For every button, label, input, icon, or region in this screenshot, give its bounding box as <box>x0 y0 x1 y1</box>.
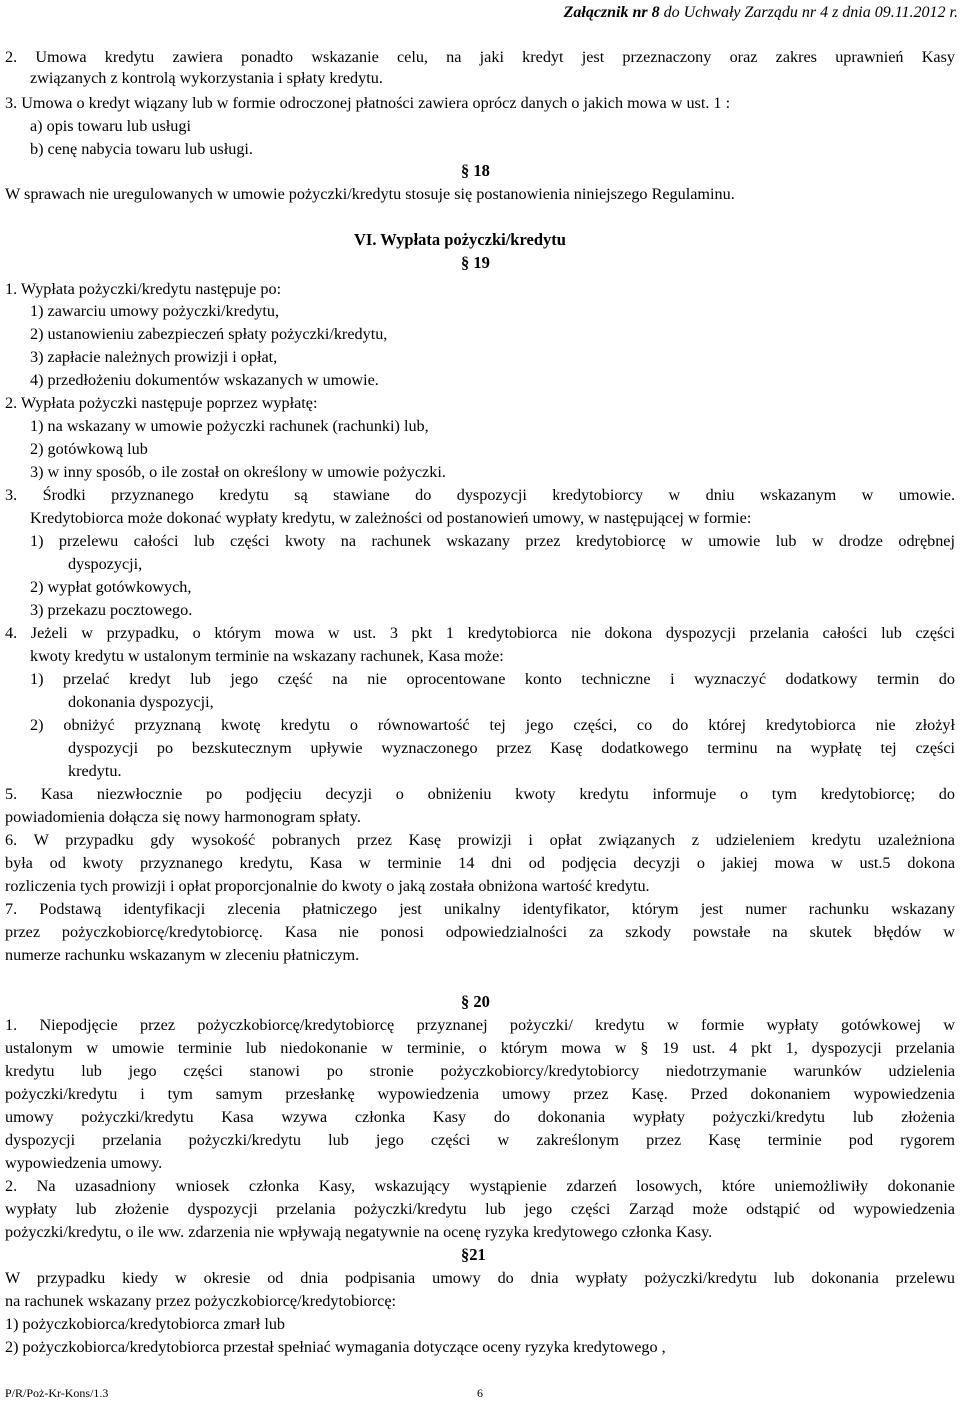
text-line: pożyczki/kredytu i tym samym przesłankę wypowiedzenia umowy przez Kasę. Przed dokonaniem wypowiedzenia <box>5 1085 955 1103</box>
text-line: powiadomienia dołącza się nowy harmonogram spłaty. <box>5 808 361 826</box>
text-line: kredytu. <box>68 762 122 780</box>
text-line: 5. Kasa niezwłocznie po podjęciu decyzji o obniżeniu kwoty kredytu informuje o tym kredytobiorcę; do <box>5 785 955 803</box>
text-line: pożyczki/kredytu, o ile ww. zdarzenia nie wpływają negatywnie na ocenę ryzyka kredytowego członka Kasy. <box>5 1223 713 1241</box>
text-line: 2) obniżyć przyznaną kwotę kredytu o równowartość tej jego części, co do której kredytobiorca nie złożył <box>30 716 955 734</box>
text-line: wypłaty lub złożenie dyspozycji przelania pożyczki/kredytu lub jego części Zarząd może odstąpić od wypowiedzenia <box>5 1200 955 1218</box>
text-line: 1) na wskazany w umowie pożyczki rachunek (rachunki) lub, <box>30 417 429 435</box>
text-line: 3) przekazu pocztowego. <box>30 601 193 619</box>
text-line: Kredytobiorca może dokonać wypłaty kredytu, w zależności od postanowień umowy, w następującej w formie: <box>30 509 752 527</box>
chapter-heading: VI. Wypłata pożyczki/kredytu <box>354 230 566 249</box>
text-line: b) cenę nabycia towaru lub usługi. <box>30 140 253 158</box>
text-line: 1) zawarciu umowy pożyczki/kredytu, <box>30 302 280 320</box>
text-line: przez pożyczkobiorcę/kredytobiorcę. Kasa nie ponosi odpowiedzialności za szkody powstałe na skutek błędów w <box>5 923 955 941</box>
text-line: była od kwoty przyznanego kredytu, Kasa w terminie 14 dni od podjęcia decyzji o jakiej mowa w ust.5 dokona <box>5 854 955 872</box>
page-number: 6 <box>477 1386 483 1400</box>
text-line: 7. Podstawą identyfikacji zlecenia płatniczego jest unikalny identyfikator, którym jest numer rachunku wskazany <box>5 900 955 918</box>
text-line: kredytu lub jego części stanowi po stronie pożyczkobiorcy/kredytobiorcy niedotrzymanie warunków udzielenia <box>5 1062 955 1080</box>
text-line: 2) gotówkową lub <box>30 440 148 458</box>
text-line: 2) ustanowieniu zabezpieczeń spłaty pożyczki/kredytu, <box>30 325 388 343</box>
text-line: numerze rachunku wskazanym w zleceniu płatniczym. <box>5 946 360 964</box>
document-code: P/R/Poż-Kr-Kons/1.3 <box>5 1386 109 1400</box>
text-line: 4. Jeżeli w przypadku, o którym mowa w ust. 3 pkt 1 kredytobiorca nie dokona dyspozycji przelania całości lub części <box>5 624 955 642</box>
attachment-label: Załącznik nr 8 <box>563 4 660 21</box>
text-line: 2) pożyczkobiorca/kredytobiorca przestał spełniać wymagania dotyczące oceny ryzyka kredytowego , <box>5 1338 666 1356</box>
section-heading: § 19 <box>461 253 490 272</box>
page-header <box>564 4 958 22</box>
text-line: 3. Środki przyznanego kredytu są stawiane do dyspozycji kredytobiorcy w dniu wskazanym w umowie. <box>5 486 955 504</box>
text-line: na rachunek wskazany przez pożyczkobiorcę/kredytobiorcę: <box>5 1292 397 1310</box>
text-line: dyspozycji przelania pożyczki/kredytu lub jego części w zakreślonym przez Kasę terminie pod rygorem <box>5 1131 955 1149</box>
section-heading: § 18 <box>461 161 490 180</box>
text-line: 4) przedłożeniu dokumentów wskazanych w umowie. <box>30 371 379 389</box>
text-line: 1. Niepodjęcie przez pożyczkobiorcę/kredytobiorcę przyznanej pożyczki/ kredytu w formie wypłaty gotówkowej w <box>5 1016 955 1034</box>
text-line: 6. W przypadku gdy wysokość pobranych przez Kasę prowizji i opłat związanych z udzieleniem kredytu uzależniona <box>5 831 955 849</box>
text-line: 3. Umowa o kredyt wiązany lub w formie odroczonej płatności zawiera oprócz danych o jakich mowa w ust. 1 : <box>5 94 731 112</box>
text-line: 2. Wypłata pożyczki następuje poprzez wypłatę: <box>5 394 318 412</box>
text-line: umowy pożyczki/kredytu Kasa wzywa członka Kasy do dokonania wypłaty pożyczki/kredytu lub złożenia <box>5 1108 955 1126</box>
text-line: dyspozycji po bezskutecznym upływie wyznaczonego przez Kasę dodatkowego terminu na wypłatę tej części <box>68 739 955 757</box>
text-line: 2. Umowa kredytu zawiera ponadto wskazanie celu, na jaki kredyt jest przeznaczony oraz zakres uprawnień Kasy <box>5 48 955 66</box>
text-line: 1) przelewu całości lub części kwoty na rachunek wskazany przez kredytobiorcę w umowie lub w drodze odrębnej <box>30 532 955 550</box>
text-line: 1) przelać kredyt lub jego część na nie oprocentowane konto techniczne i wyznaczyć dodatkowy termin do <box>30 670 955 688</box>
text-line: 1) pożyczkobiorca/kredytobiorca zmarł lub <box>5 1315 286 1333</box>
text-line: ustalonym w umowie terminie lub niedokonanie w terminie, o którym mowa w § 19 ust. 4 pkt 1, dyspozycji przelania <box>5 1039 955 1057</box>
resolution-reference: do Uchwały Zarządu nr 4 z dnia 09.11.2012 r. <box>659 4 958 21</box>
text-line: kwoty kredytu w ustalonym terminie na wskazany rachunek, Kasa może: <box>30 647 504 665</box>
section-heading: § 20 <box>461 992 490 1011</box>
text-line: 3) w inny sposób, o ile został on określony w umowie pożyczki. <box>30 463 446 481</box>
section-heading: §21 <box>461 1245 486 1264</box>
text-line: 2. Na uzasadniony wniosek członka Kasy, wskazujący wystąpienie zdarzeń losowych, które uniemożliwiły dokonanie <box>5 1177 955 1195</box>
text-line: W sprawach nie uregulowanych w umowie pożyczki/kredytu stosuje się postanowienia niniejszego Regulaminu. <box>5 185 735 203</box>
text-line: 3) zapłacie należnych prowizji i opłat, <box>30 348 278 366</box>
text-line: związanych z kontrolą wykorzystania i spłaty kredytu. <box>30 69 383 87</box>
text-line: 1. Wypłata pożyczki/kredytu następuje po: <box>5 280 282 298</box>
text-line: a) opis towaru lub usługi <box>30 117 191 135</box>
text-line: rozliczenia tych prowizji i opłat proporcjonalnie do kwoty o jaką została obniżona wartość kredytu. <box>5 877 650 895</box>
text-line: 2) wypłat gotówkowych, <box>30 578 192 596</box>
text-line: wypowiedzenia umowy. <box>5 1154 163 1172</box>
text-line: dokonania dyspozycji, <box>68 693 214 711</box>
text-line: W przypadku kiedy w okresie od dnia podpisania umowy do dnia wypłaty pożyczki/kredytu lub dokonania przelewu <box>5 1269 955 1287</box>
text-line: dyspozycji, <box>68 555 143 573</box>
